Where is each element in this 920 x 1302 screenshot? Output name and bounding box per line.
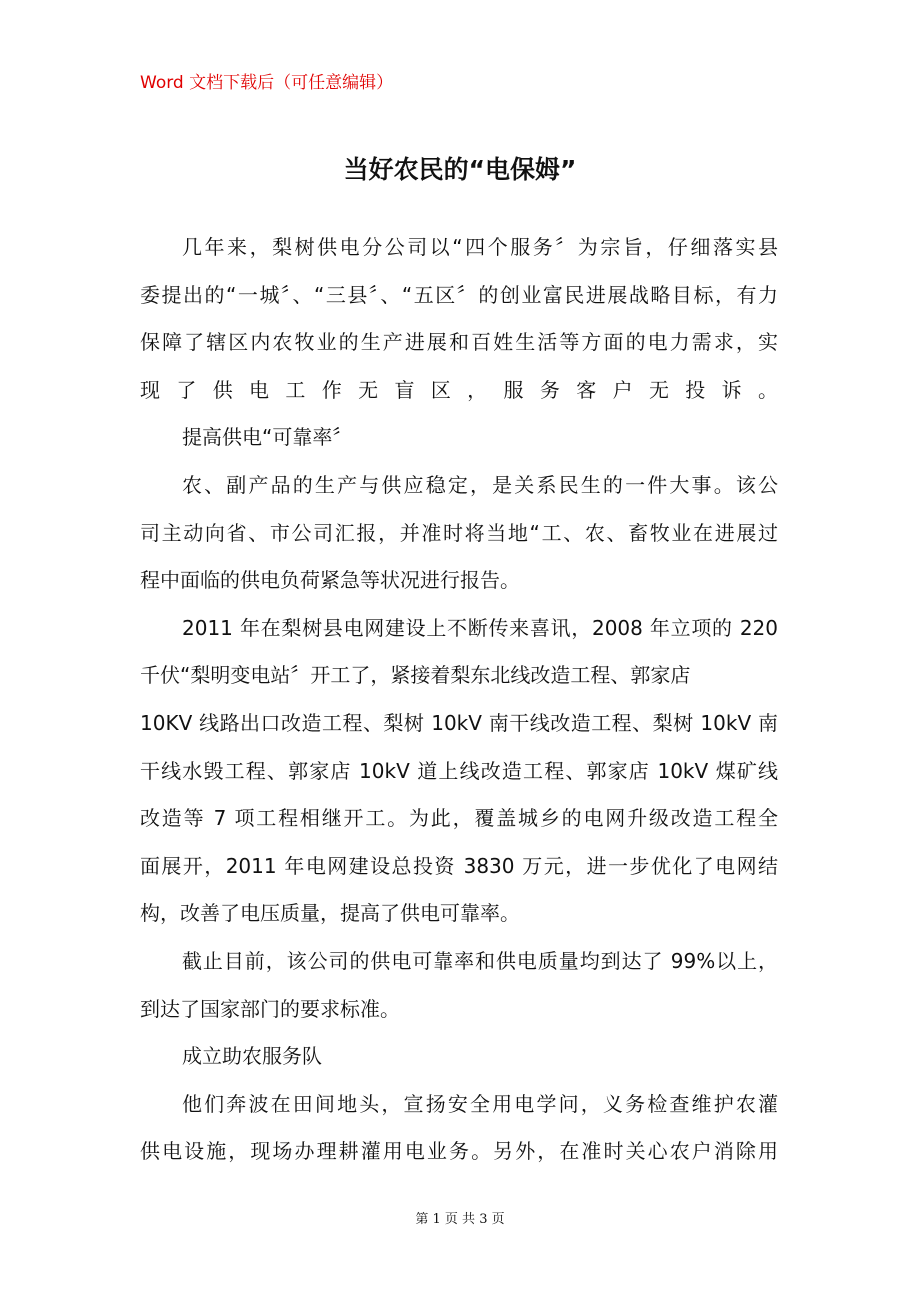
text-line: 农、副产品的生产与供应稳定，是关系民生的一件大事。该公 (182, 472, 778, 497)
text-line: 10KV 线路出口改造工程、梨树 10kV 南干线改造工程、梨树 10kV 南 (140, 710, 778, 735)
text-line: 委提出的“一城〞、“三县〞、“五区〞的创业富民进展战略目标，有力 (140, 282, 778, 307)
paragraph (140, 1087, 778, 1182)
text-line: 提高供电“可靠率〞 (182, 425, 353, 450)
text-line: 到达了国家部门的要求标准。 (140, 996, 400, 1021)
text-line: 供电设施，现场办理耕灌用电业务。另外，在准时关心农户消除用 (140, 1139, 778, 1164)
text-line: 构，改善了电压质量，提高了供电可靠率。 (140, 901, 520, 926)
text-line: 2011 年在梨树县电网建设上不断传来喜讯，2008 年立项的 220 (182, 615, 778, 640)
text-line: 几年来，梨树供电分公司以“四个服务〞为宗旨，仔细落实县 (182, 235, 778, 259)
text-line: 面展开，2011 年电网建设总投资 3830 万元，进一步优化了电网结 (140, 853, 778, 878)
paragraph (140, 230, 778, 420)
download-banner: Word 文档下载后（可任意编辑） (140, 73, 394, 93)
text-line: 千伏“梨明变电站〞开工了，紧接着梨东北线改造工程、郭家店 (140, 663, 691, 688)
text-line: 现了供电工作无盲区，服务客户无投诉。 (140, 377, 778, 402)
paragraph (140, 420, 778, 468)
page-footer: 第 1 页 共 3 页 (415, 1212, 505, 1227)
text-line: 成立助农服务队 (182, 1044, 322, 1069)
text-line: 截止目前，该公司的供电可靠率和供电质量均到达了 99%以上， (182, 948, 778, 973)
text-line: 干线水毁工程、郭家店 10kV 道上线改造工程、郭家店 10kV 煤矿线 (140, 758, 778, 783)
document-title: 当好农民的“电保姆” (343, 155, 577, 184)
text-line: 他们奔波在田间地头，宣扬安全用电学问，义务检查维护农灌 (182, 1091, 778, 1116)
paragraph (140, 611, 778, 944)
text-line: 司主动向省、市公司汇报，并准时将当地“工、农、畜牧业在进展过 (140, 520, 778, 545)
text-line: 保障了辖区内农牧业的生产进展和百姓生活等方面的电力需求，实 (140, 330, 778, 355)
document-body (140, 230, 778, 1182)
paragraph (140, 944, 778, 1039)
paragraph (140, 468, 778, 611)
text-line: 改造等 7 项工程相继开工。为此，覆盖城乡的电网升级改造工程全 (140, 806, 778, 831)
text-line: 程中面临的供电负荷紧急等状况进行报告。 (140, 568, 520, 593)
paragraph (140, 1039, 778, 1087)
